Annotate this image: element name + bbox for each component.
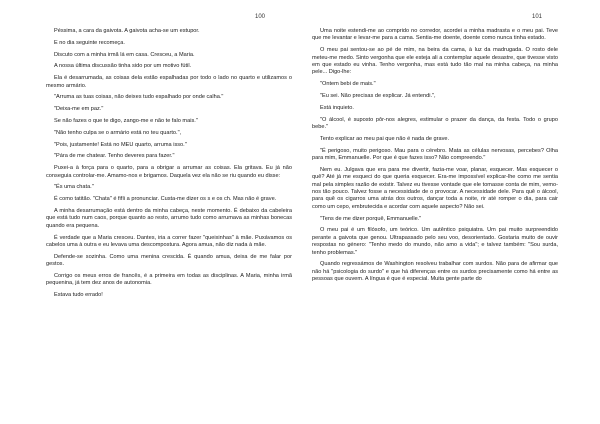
paragraph: Se não fazes o que te digo, zango-me e não te falo mais."	[54, 117, 198, 124]
paragraph: O meu pai sentou-se ao pé de mim, na beira da cama, à luz da madrugada. O rosto dele meteu-me medo. Sinto vergonha que ele esteja ali a contemplar aquele desastre, que tivesse visto em que estado eu vinha. Tenho vergonha, mas está tudo tão mal na minha cabeça, na minha pele... Digo-lhe:	[312, 47, 558, 76]
paragraph: Nem eu. Julgava que era para me divertir, fazia-me voar, planar, esquecer. Mas esquecer o quê? Até já me esqueci do que queria esquecer. Era-me impossível explicar-lhe como me sentia mal pela simples razão de existir. Talvez eu tivesse vontade que ele tomasse conta de mim, vemo-nos tão pouco. Talvez fosse a necessidade de o provocar. A necessidade dele. Para quê o álcool, para quê os cigarros uma atrás dos outros, dançar toda a noite, rir até romper o dia, para cair como um cepo, embrutecida e acordar com aquele aspecto? Não sei.	[312, 166, 558, 210]
paragraph: Péssima, a cara da gaivota. A gaivota acha-se um estupor.	[54, 28, 200, 34]
paragraph: Corrigo os meus erros de francês, é a primeira em todas as disciplinas. A Maria, minha irmã pequenina, já tem dez anos de autonomia.	[46, 272, 292, 287]
paragraph: Puxei-a à força para o quarto, para a obrigar a arrumar as coisas. Ela gritava. Eu já não conseguia controlar-me. Amamo-nos e brigamos. Daquela vez ela não se riu quando eu disse:	[46, 165, 292, 179]
page-number-right: 101	[532, 14, 543, 20]
paragraph: Quando regressámos de Washington resolveu trabalhar com surdos. Não para de afirmar que não há "psicologia do surdo" e que há diferenças entre os surdos precisamente como há entre as pessoas que ouvem. A língua é que é especial. Muita gente parte do	[312, 261, 558, 283]
paragraph: Estava tudo errado!	[54, 292, 103, 299]
left-page-text	[46, 28, 292, 304]
paragraph: "Não tenho culpa se o armário está no teu quarto.",	[54, 129, 182, 136]
paragraph: Ela é desarrumada, as coisas dela estão espalhadas por todo o lado no quarto e utilizamos o mesmo armário.	[46, 75, 292, 89]
paragraph: E no dia seguinte recomeça.	[54, 39, 125, 46]
paragraph: "És uma chata."	[54, 184, 94, 191]
right-page-text	[312, 28, 558, 288]
paragraph: "Arruma as tuas coisas, não deixes tudo espalhado por onde calha."	[54, 94, 224, 101]
paragraph: É como tatitão. "Chata" é fifíi a pronunciar. Custa-me dizer os s e os ch. Mas não é grave.	[54, 196, 277, 203]
paragraph: "Pois, justamente! Está no MEU quarto, arruma isso."	[54, 141, 187, 148]
paragraph: "O álcool, é suposto pôr-nos alegres, estimular o prazer da dança, da festa. Todo o grupo bebe."	[312, 116, 558, 131]
paragraph: Defende-se sozinha. Como uma menina crescida. É quando amua, deixa de me falar por gestos.	[46, 253, 292, 268]
paragraph: A minha desarrumação está dentro da minha cabeça, neste momento. É debaixo da cabeleira que está tudo num caos, porque quanto ao resto, arrumo tudo como arrumava as minhas bonecas quando era pequena.	[46, 207, 292, 229]
paragraph: "É perigoso, muito perigoso. Mau para o cérebro. Mata as células nervosas, percebes? Olha para mim, Emmanuelle. Por que é que fazes isso? Não compreendo."	[312, 147, 558, 162]
paragraph: Uma noite estendi-me ao comprido no corredor, acordei a minha madrasta e o meu pai. Teve que me levantar e levar-me para a cama. Sentia-me doente, doente como nunca tinha estado.	[312, 28, 558, 42]
paragraph: "Eu sei. Não precisas de explicar. Já entendi.",	[320, 93, 436, 100]
page-number-left: 100	[255, 14, 266, 20]
paragraph: A nossa última discussão tinha sido por um motivo fútil.	[54, 63, 192, 70]
paragraph: Está inquieto.	[320, 104, 354, 111]
paragraph: "Tens de me dizer porquê, Emmanuelle."	[320, 215, 422, 222]
paragraph: "Deixa-me em paz."	[54, 106, 104, 113]
paragraph: É verdade que a Maria cresceu. Dantes, iria a correr fazer "queixinhas" à mãe. Puxávamos os cabelos uma à outra e eu levava uma descompostura. Agora amua, não diz nada à mãe.	[46, 234, 292, 248]
paragraph: "Ontem bebi de mais."	[320, 81, 376, 88]
paragraph: Tento explicar ao meu pai que não é nada de grave.	[320, 135, 450, 142]
paragraph: Discuto com a minha irmã lá em casa. Cresceu, a Maria.	[54, 51, 195, 58]
paragraph: "Pára de me chatear. Tenho deveres para fazer."	[54, 153, 175, 160]
paragraph: O meu pai é um filósofo, um teórico. Um autêntico psiquiatra. Um pai muito surpreendido perante a gaivota que genou. Ultrapassado pelo seu voo, desorientado. Gostaria muito de ouvir respostas no género: "Tenho medo do mundo, não amo a vida"; e talvez também: "Sou surda, tenho problemas."	[312, 227, 558, 256]
